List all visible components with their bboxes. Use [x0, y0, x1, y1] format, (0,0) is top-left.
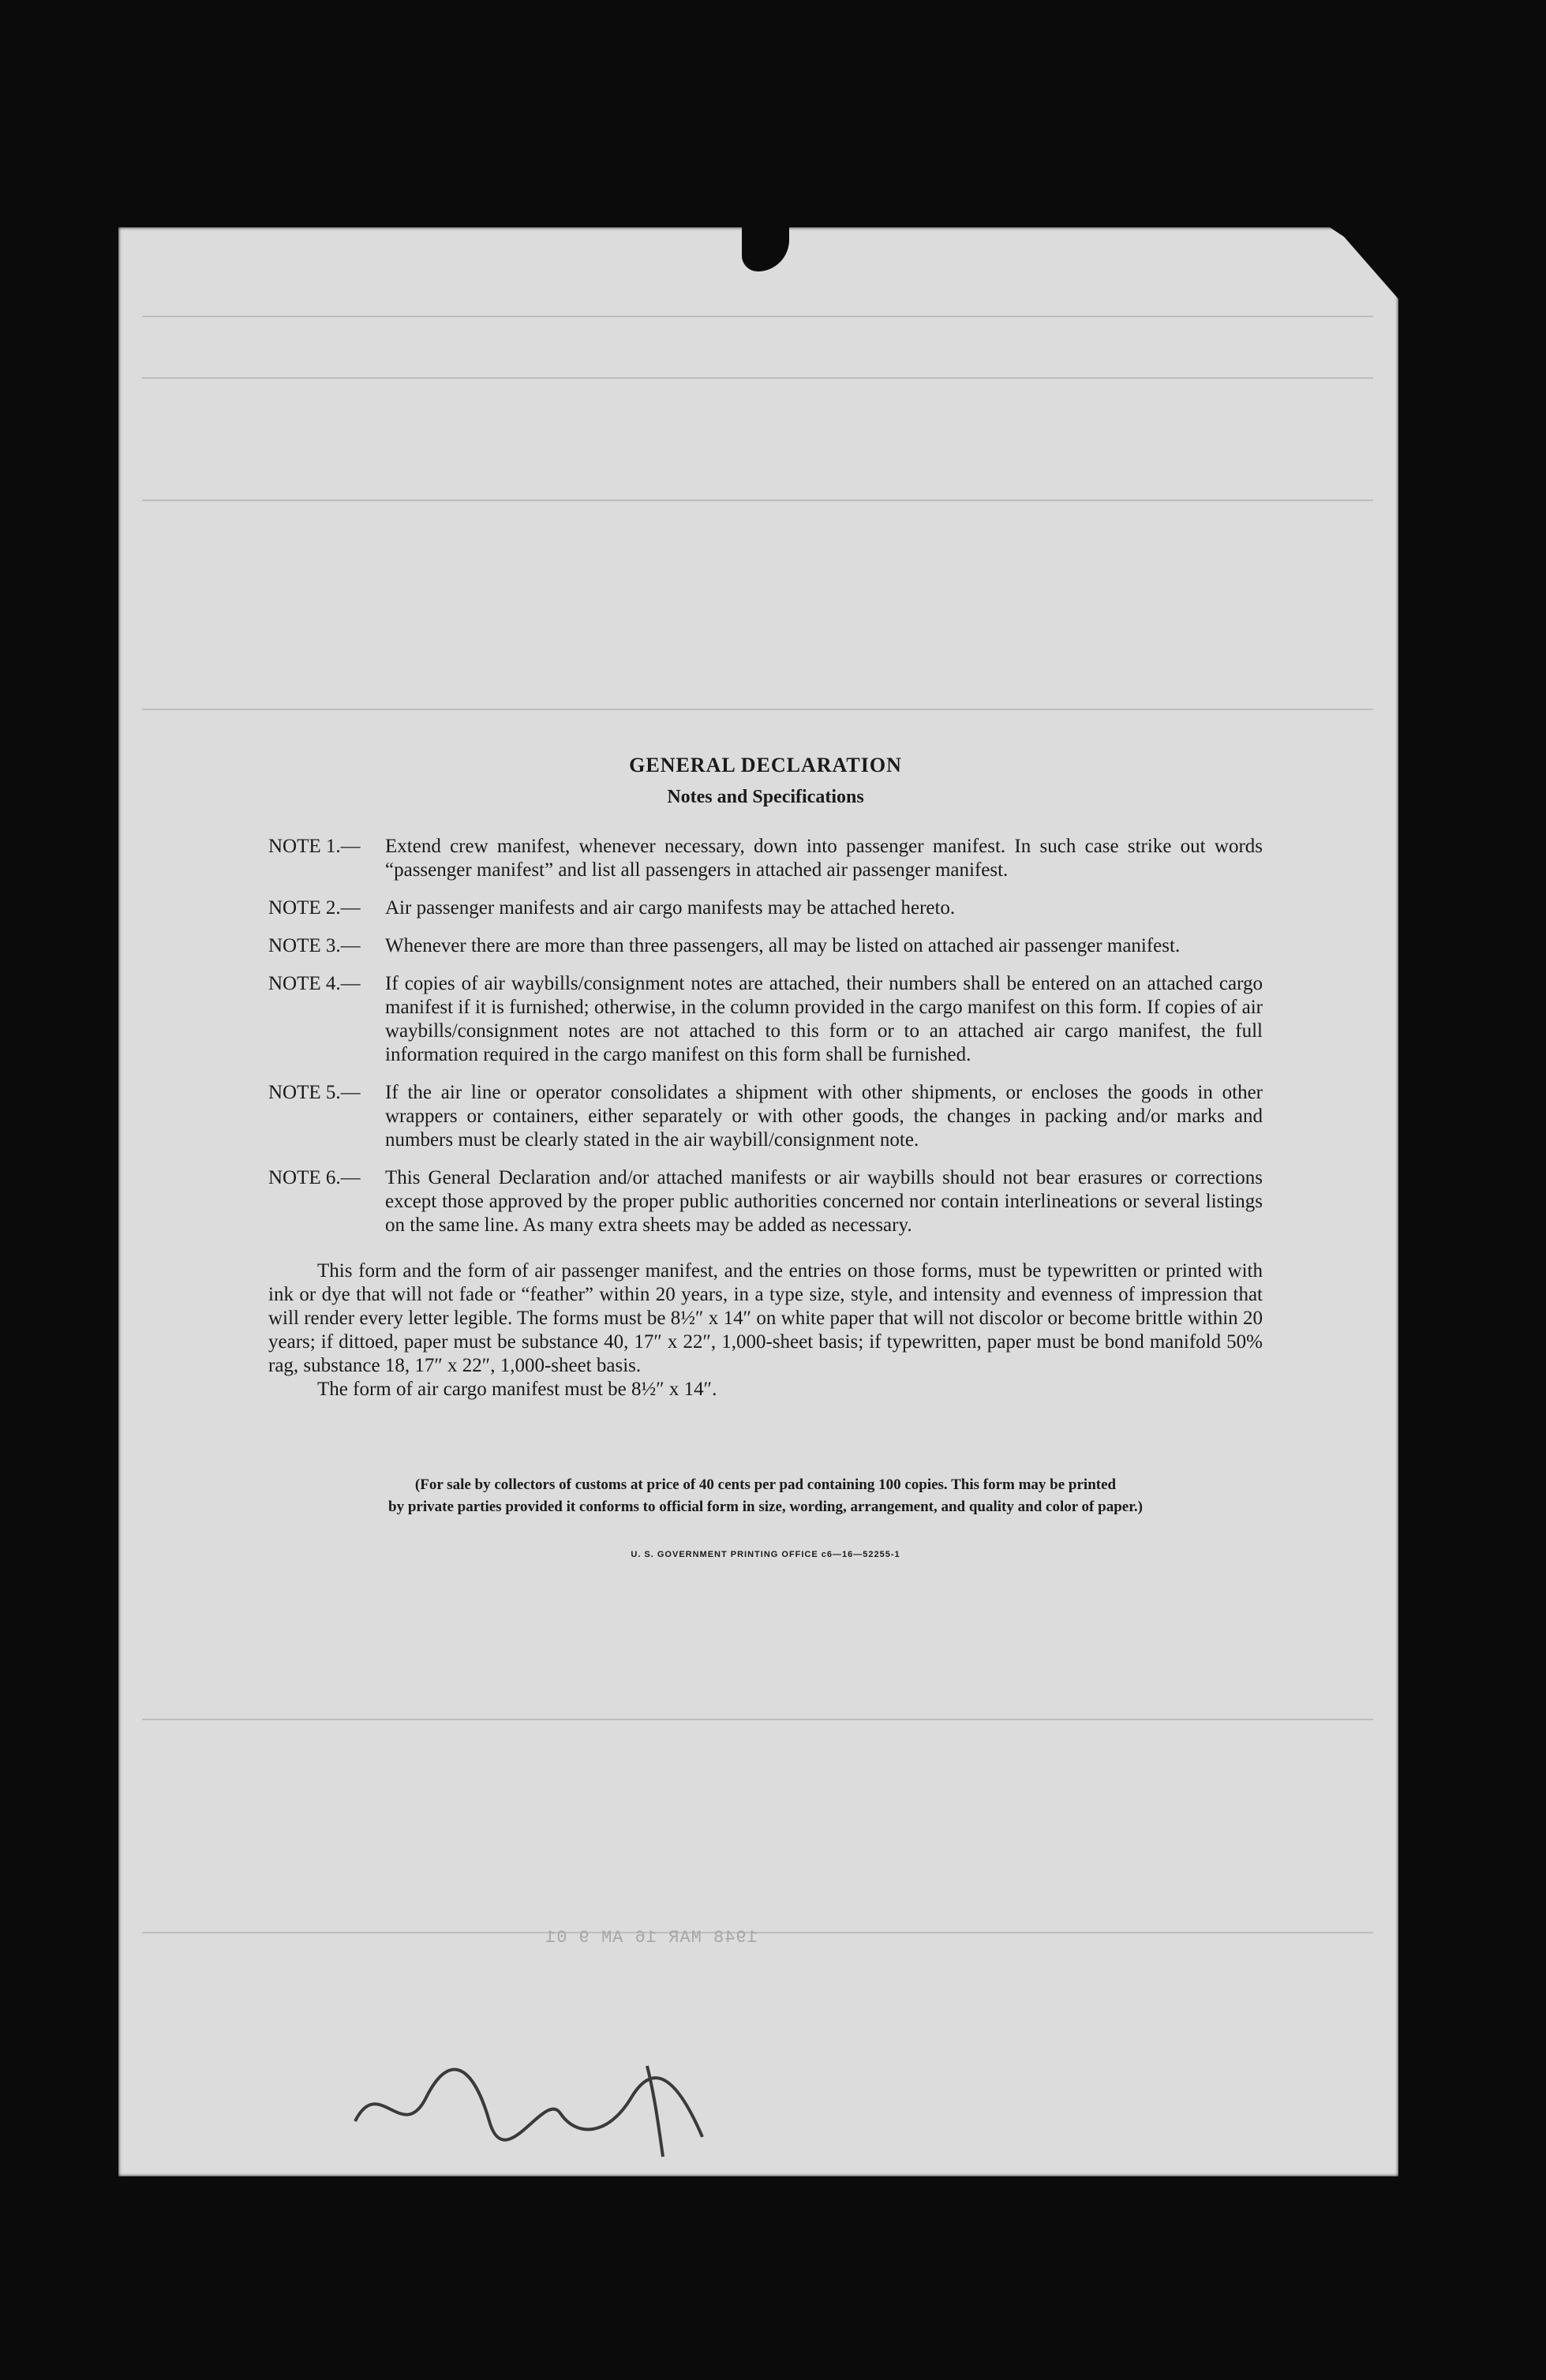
torn-edge — [1318, 219, 1405, 306]
notes-section — [268, 754, 1263, 1559]
note-label: NOTE 3.— — [268, 935, 361, 956]
note-text: If copies of air waybills/consignment notes are attached, their numbers shall be entered on an attached cargo manifest if it is furnished; otherwise, in the column provided in the cargo manifest on this form. If copies of air waybills/consignment notes are not attached to this form or to an attached air cargo manifest, the full information required in the cargo manifest on this form shall be furnished. — [385, 973, 1263, 1065]
bleed-rule — [142, 709, 1373, 710]
note-label: NOTE 5.— — [268, 1082, 361, 1103]
note-item — [268, 896, 1263, 920]
note-item — [268, 1166, 1263, 1237]
bleed-rule — [142, 316, 1373, 317]
note-item — [268, 972, 1263, 1067]
note-item — [268, 1081, 1263, 1152]
bleed-through-stamp: 1948 MAR 16 AM 9 01 — [545, 1928, 758, 1948]
note-text: Extend crew manifest, whenever necessary, down into passenger manifest. In such case strike out words “passenger manifest” and list all passengers in attached air passenger manifest. — [385, 836, 1263, 881]
torn-corner — [742, 224, 789, 271]
document-title: GENERAL DECLARATION — [629, 754, 902, 776]
note-item — [268, 835, 1263, 882]
note-text: This General Declaration and/or attached manifests or air waybills should not bear erasures or corrections except those approved by the proper public authorities concerned nor contain interlineations or several listings on the same line. As many extra sheets may be added as necessary. — [385, 1167, 1263, 1236]
bleed-rule — [142, 500, 1373, 501]
cargo-manifest-size: The form of air cargo manifest must be 8½″ x 14″. — [317, 1379, 717, 1400]
printing-office-imprint: U. S. GOVERNMENT PRINTING OFFICE c6—16—52255-1 — [631, 1550, 900, 1559]
bleed-rule — [142, 1719, 1373, 1720]
specifications-paragraph: This form and the form of air passenger manifest, and the entries on those forms, must be typewritten or printed with ink or dye that will not fade or “feather” within 20 years, in a type size, style, and intensity and evenness of impression that will render every letter legible. The forms must be 8½″ x 14″ on white paper that will not discolor or become brittle within 20 years; if dittoed, paper must be substance 40, 17″ x 22″, 1,000-sheet basis; if typewritten, paper must be bond manifold 50% rag, substance 18, 17″ x 22″, 1,000-sheet basis. — [268, 1260, 1263, 1376]
note-label: NOTE 2.— — [268, 897, 361, 919]
note-label: NOTE 6.— — [268, 1167, 361, 1188]
note-label: NOTE 1.— — [268, 836, 361, 857]
sale-note — [268, 1474, 1263, 1518]
bleed-rule — [142, 377, 1373, 379]
signature-mark — [347, 2050, 742, 2161]
note-text: Air passenger manifests and air cargo manifests may be attached hereto. — [385, 897, 956, 919]
note-text: Whenever there are more than three passengers, all may be listed on attached air passenger manifest. — [385, 935, 1181, 956]
note-text: If the air line or operator consolidates a shipment with other shipments, or encloses the goods in other wrappers or containers, either separately or with other goods, the changes in packing and/or marks and numbers must be clearly stated in the air waybill/consignment note. — [385, 1082, 1263, 1151]
note-item — [268, 934, 1263, 958]
sale-note-line: by private parties provided it conforms to official form in size, wording, arrangement, and quality and color of paper.) — [388, 1499, 1143, 1515]
note-label: NOTE 4.— — [268, 973, 361, 994]
document-subtitle: Notes and Specifications — [667, 787, 864, 807]
sale-note-line: (For sale by collectors of customs at price of 40 cents per pad containing 100 copies. This form may be printed — [414, 1476, 1117, 1493]
bleed-rule — [142, 1932, 1373, 1933]
